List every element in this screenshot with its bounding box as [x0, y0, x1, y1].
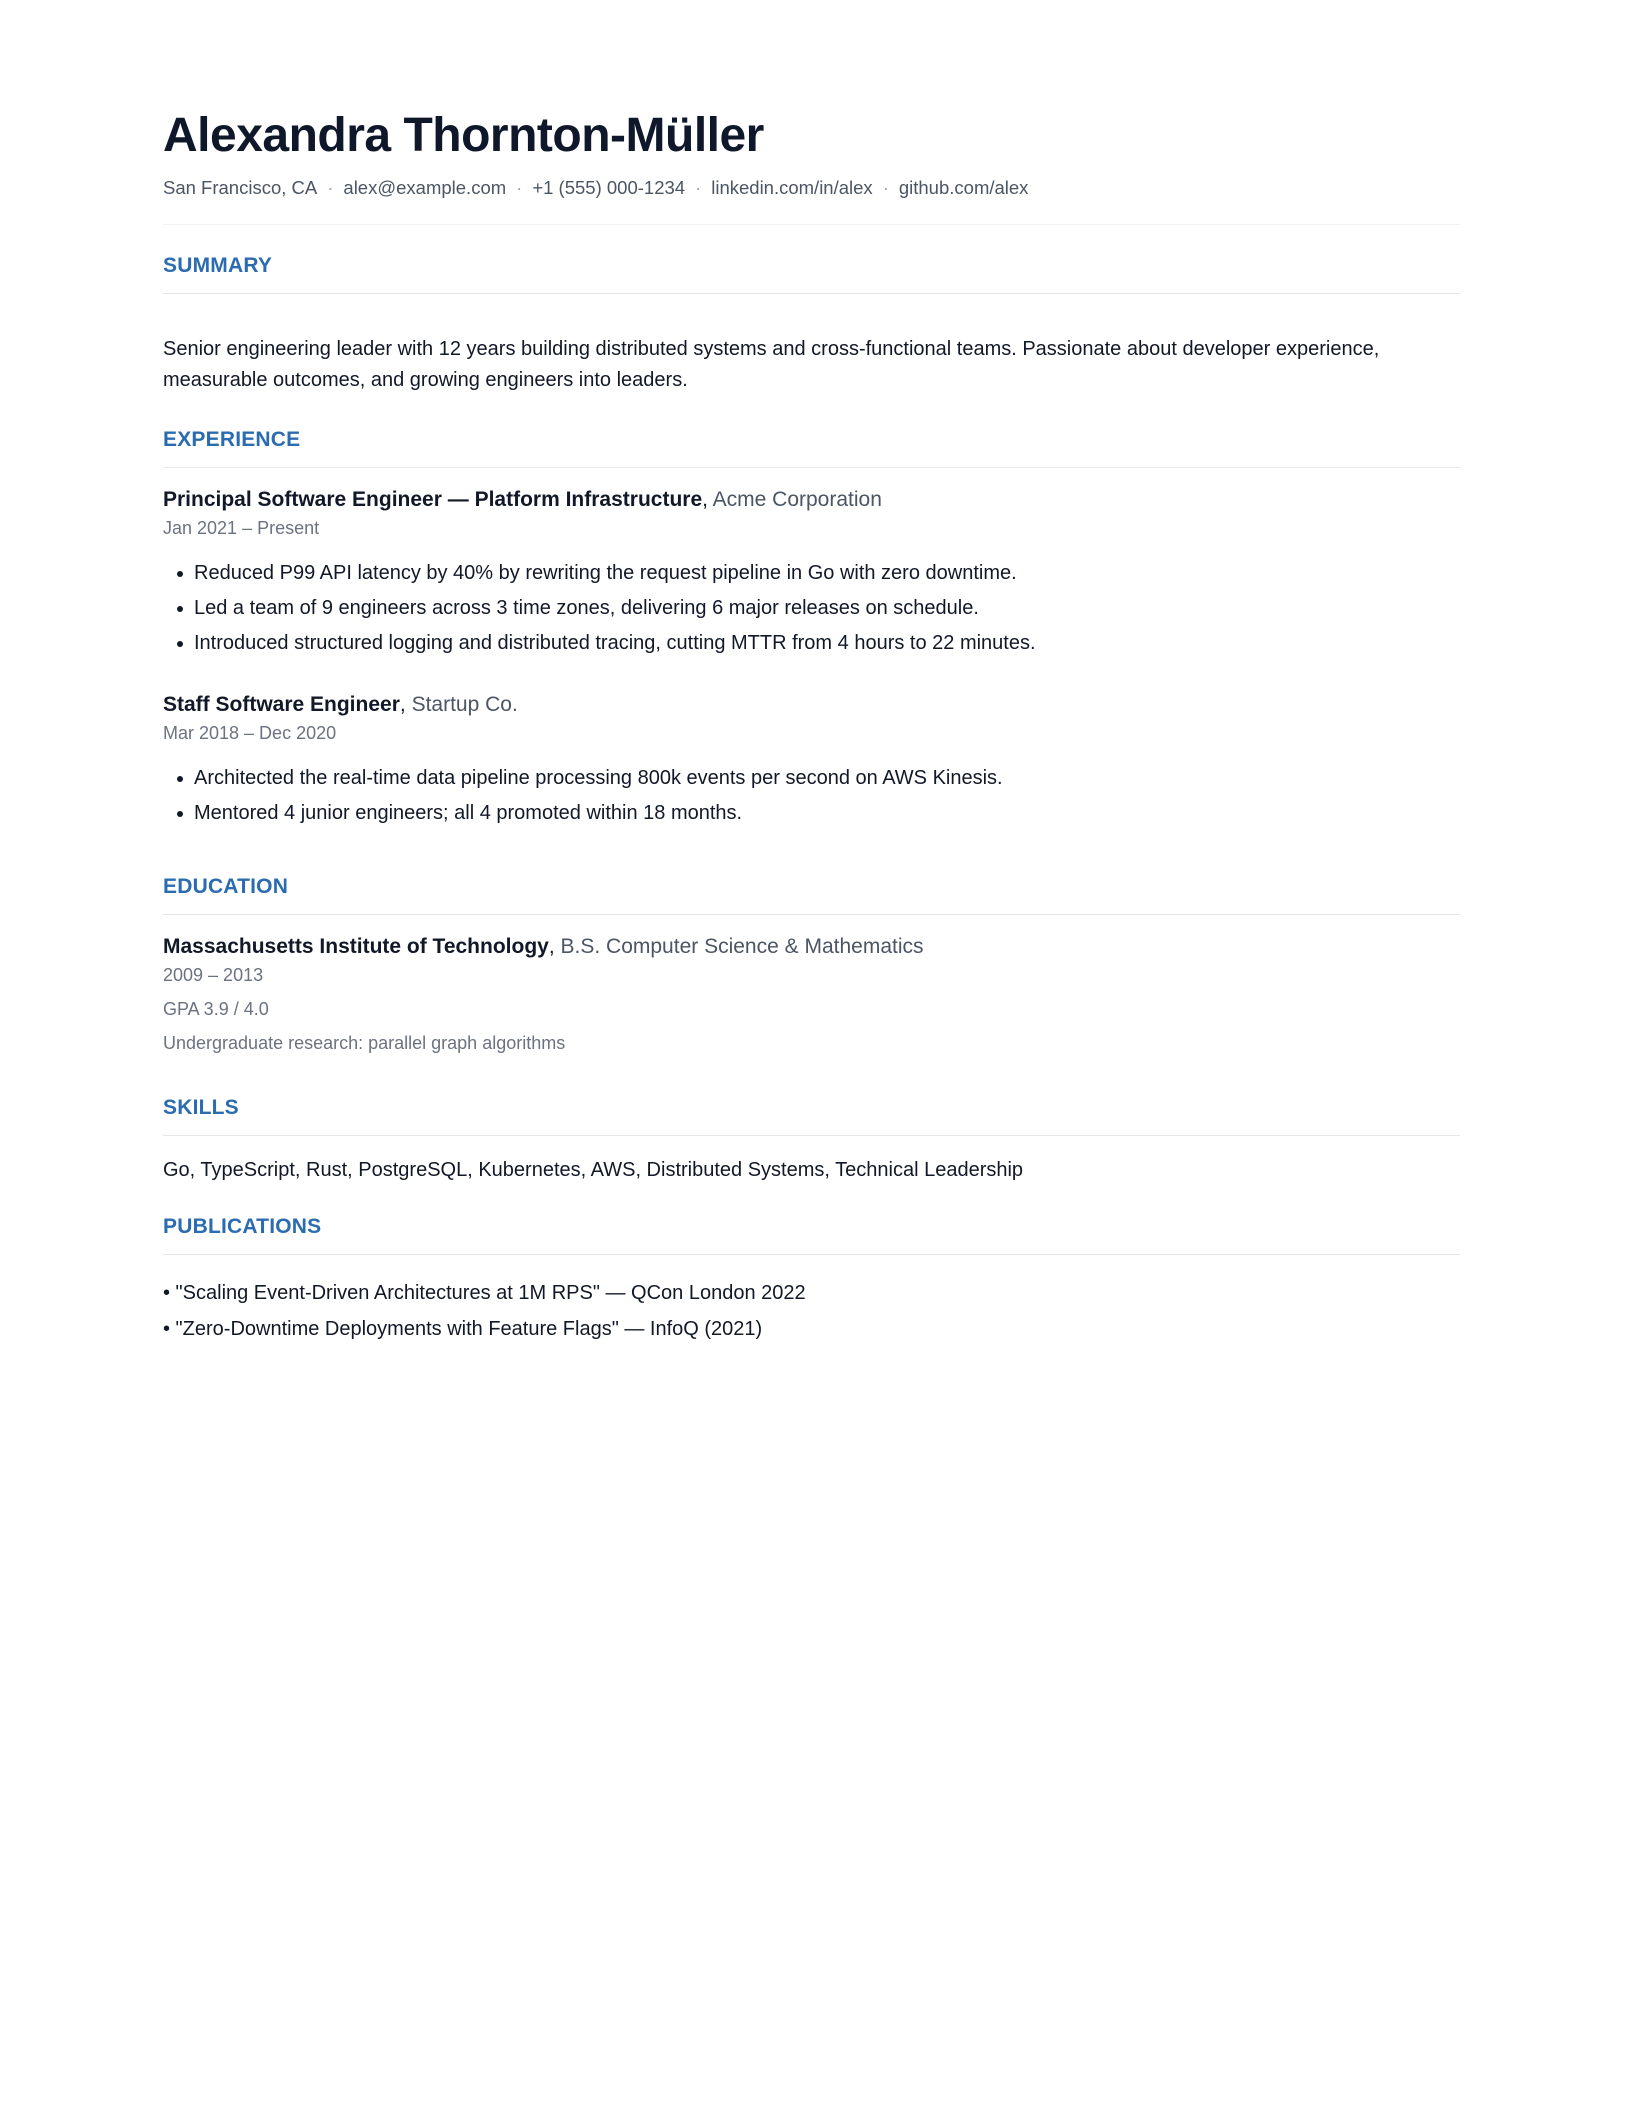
job-bullet-text: Introduced structured logging and distributed tracing, cutting MTTR from 4 hours to 22 minutes. — [194, 632, 1036, 654]
contact-location: San Francisco, CA — [163, 177, 318, 198]
job-bullet-text: Reduced P99 API latency by 40% by rewriting the request pipeline in Go with zero downtime. — [194, 562, 1017, 584]
contact-phone[interactable]: +1 (555) 000-1234 — [532, 177, 686, 198]
summary-text: Senior engineering leader with 12 years building distributed systems and cross-functional teams. Passionate about developer experience, measurable outcomes, and growing engineers into leaders. — [163, 338, 1380, 391]
experience-heading: EXPERIENCE — [163, 428, 301, 451]
education-note: Undergraduate research: parallel graph algorithms — [163, 1033, 566, 1053]
bullet-dot-icon — [177, 571, 183, 577]
bullet-dot-icon — [177, 776, 183, 782]
job-bullet-text: Led a team of 9 engineers across 3 time zones, delivering 6 major releases on schedule. — [194, 597, 979, 619]
job-entry — [163, 691, 1460, 831]
contact-line — [163, 176, 1460, 200]
contact-separator: · — [516, 177, 523, 198]
publications-divider — [163, 1254, 1460, 1255]
candidate-name: Alexandra Thornton-Müller — [163, 109, 764, 162]
publication-item: • "Scaling Event-Driven Architectures at 1M RPS" — QCon London 2022 — [163, 1282, 806, 1304]
education-entry — [163, 933, 1460, 1055]
education-heading: EDUCATION — [163, 875, 289, 898]
contact-github[interactable]: github.com/alex — [898, 177, 1029, 198]
contact-separator: · — [882, 177, 889, 198]
job-header: Principal Software Engineer — Platform Infrastructure, Acme Corporation — [163, 488, 882, 511]
job-bullet-text: Architected the real-time data pipeline processing 800k events per second on AWS Kinesis. — [194, 767, 1003, 789]
publication-item: • "Zero-Downtime Deployments with Feature Flags" — InfoQ (2021) — [163, 1318, 763, 1340]
job-bullet-text: Mentored 4 junior engineers; all 4 promoted within 18 months. — [194, 802, 743, 824]
job-dates: Mar 2018 – Dec 2020 — [163, 723, 337, 743]
experience-divider — [163, 467, 1460, 468]
job-bullets — [163, 761, 1460, 831]
education-dates: 2009 – 2013 — [163, 965, 264, 985]
job-bullets — [163, 556, 1460, 661]
education-header: Massachusetts Institute of Technology, B.S. Computer Science & Mathematics — [163, 935, 924, 958]
bullet-dot-icon — [177, 606, 183, 612]
skills-text: Go, TypeScript, Rust, PostgreSQL, Kubernetes, AWS, Distributed Systems, Technical Leadership — [163, 1159, 1024, 1181]
header-divider — [163, 224, 1460, 225]
bullet-dot-icon — [177, 811, 183, 817]
job-role: Staff Software Engineer — [163, 693, 400, 716]
summary-divider — [163, 293, 1460, 294]
education-school: Massachusetts Institute of Technology — [163, 935, 549, 958]
bullet-dot-icon — [177, 641, 183, 647]
contact-email[interactable]: alex@example.com — [343, 177, 507, 198]
job-entry — [163, 486, 1460, 661]
job-bullet — [194, 591, 1460, 626]
summary-heading: SUMMARY — [163, 254, 273, 277]
publications-heading: PUBLICATIONS — [163, 1215, 322, 1238]
job-company: Startup Co. — [411, 693, 518, 716]
contact-separator: · — [695, 177, 702, 198]
skills-divider — [163, 1135, 1460, 1136]
job-role: Principal Software Engineer — Platform Infrastructure — [163, 488, 703, 511]
contact-linkedin[interactable]: linkedin.com/in/alex — [711, 177, 873, 198]
job-dates: Jan 2021 – Present — [163, 518, 320, 538]
job-bullet — [194, 556, 1460, 591]
job-bullet — [194, 796, 1460, 831]
skills-heading: SKILLS — [163, 1096, 239, 1119]
contact-separator: · — [327, 177, 334, 198]
job-bullet — [194, 761, 1460, 796]
education-gpa: GPA 3.9 / 4.0 — [163, 999, 269, 1019]
job-header: Staff Software Engineer, Startup Co. — [163, 693, 518, 716]
job-company: Acme Corporation — [712, 488, 882, 511]
resume-page — [163, 104, 1460, 1347]
education-divider — [163, 914, 1460, 915]
publications-list — [163, 1275, 1460, 1347]
education-degree: B.S. Computer Science & Mathematics — [560, 935, 924, 958]
job-bullet — [194, 626, 1460, 661]
